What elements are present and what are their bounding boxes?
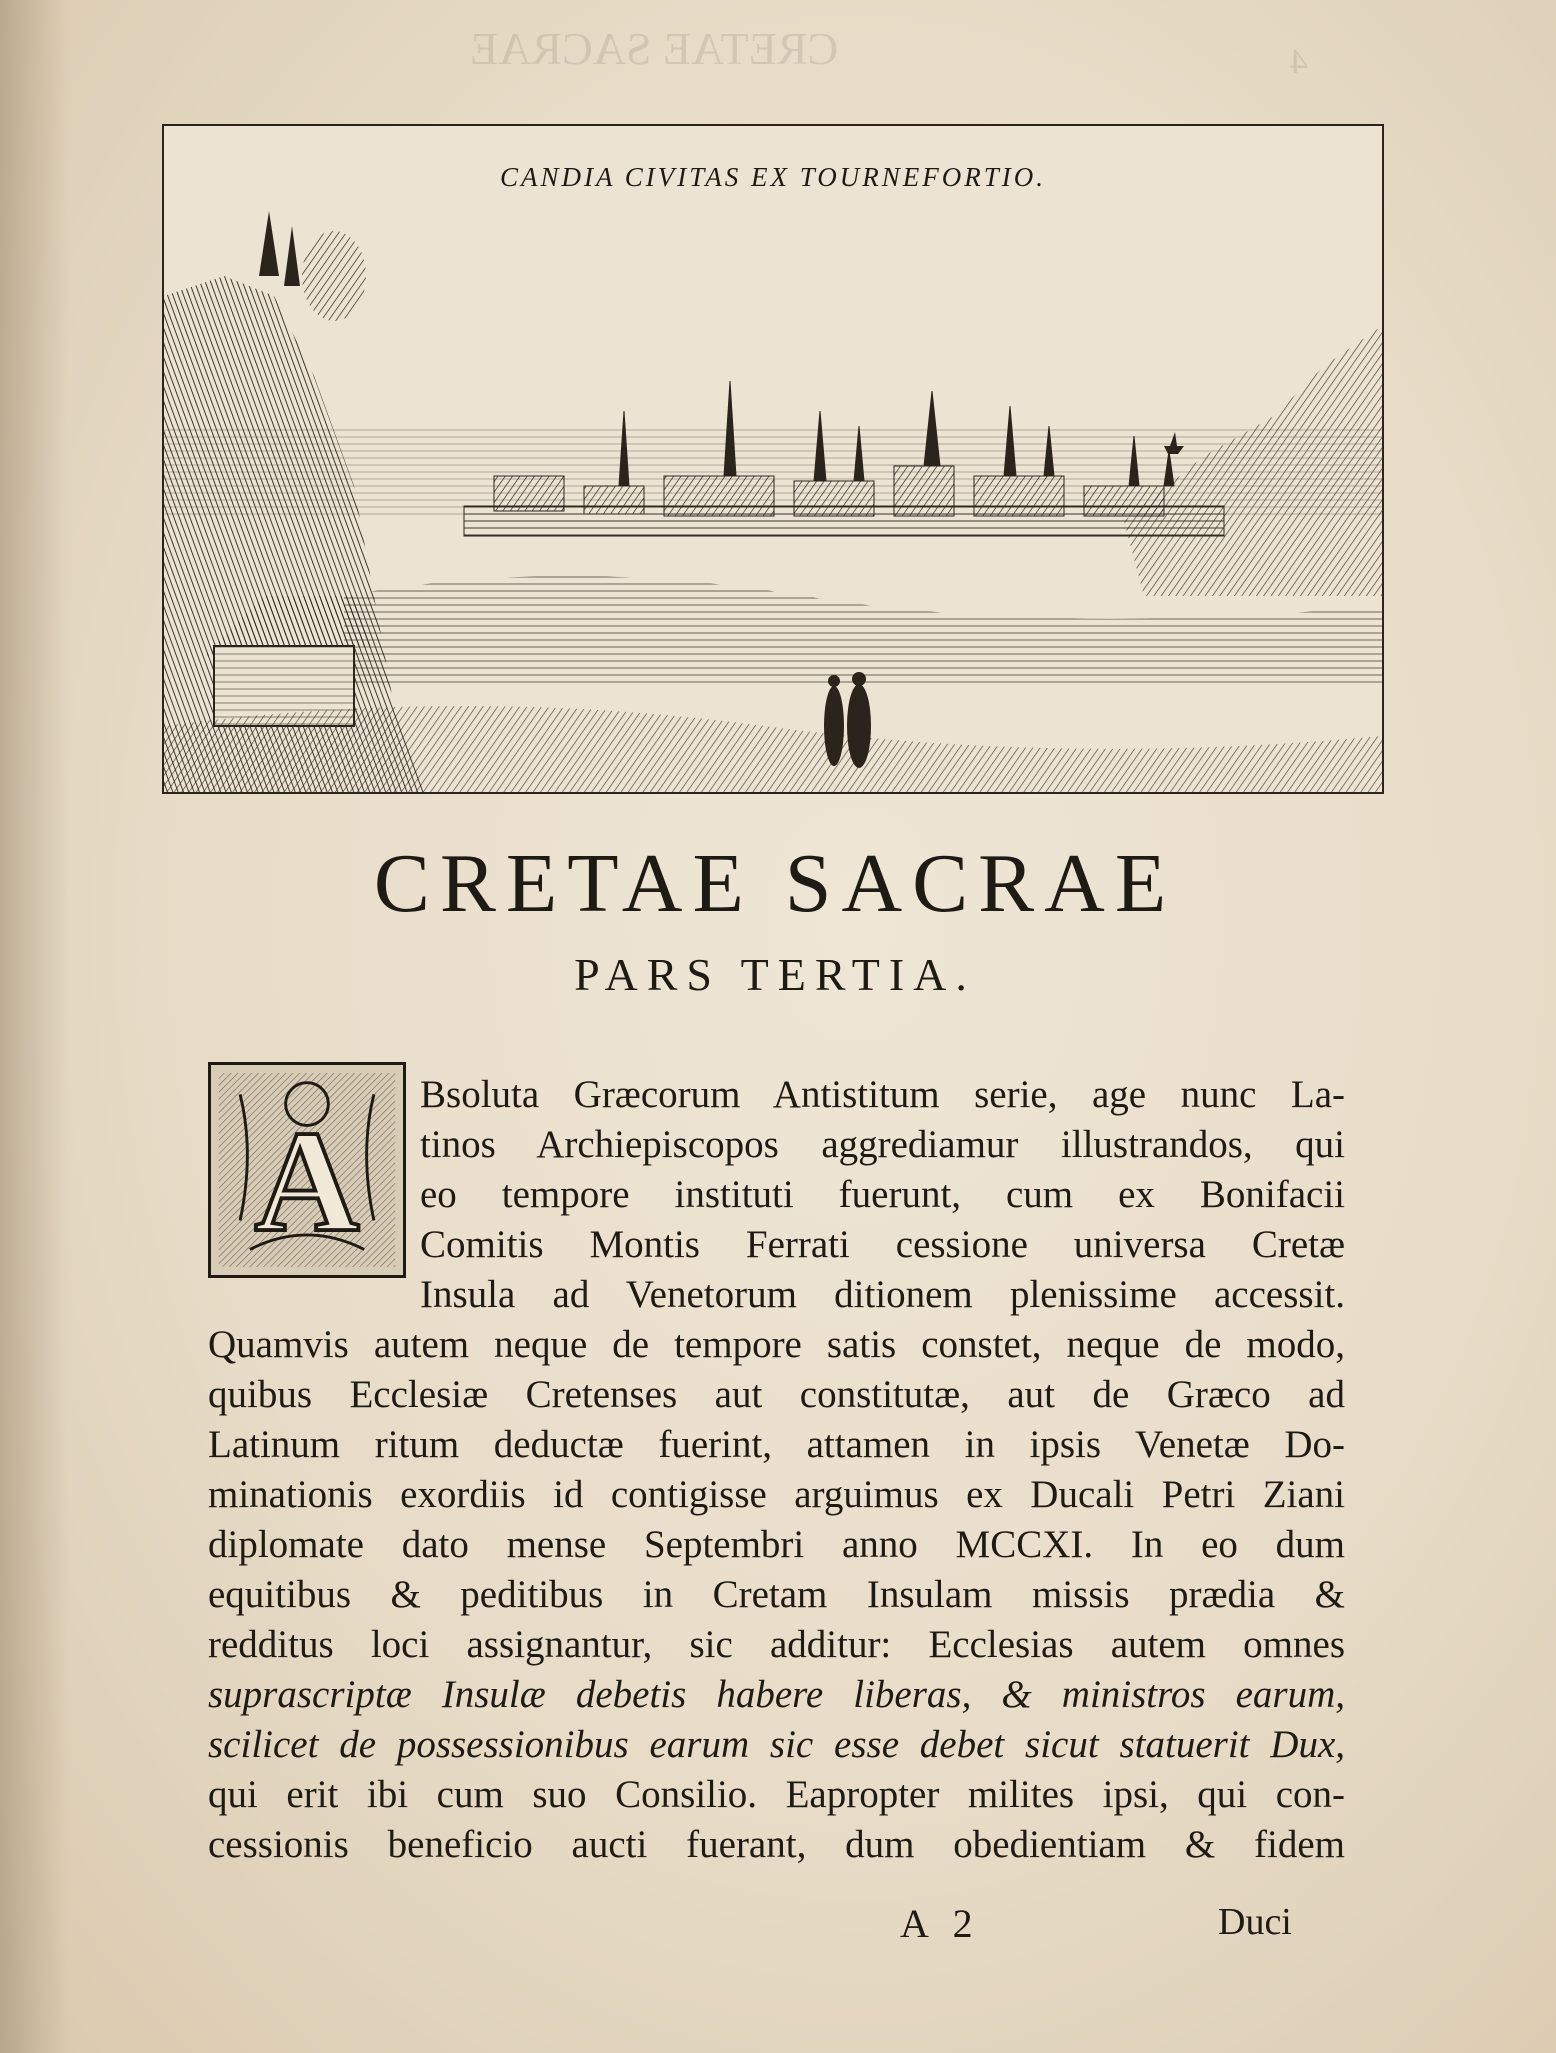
page-gutter-shadow bbox=[0, 0, 70, 2053]
text-line: Comitis Montis Ferrati cessione universa Cretæ bbox=[420, 1223, 1345, 1266]
text-line: qui erit ibi cum suo Consilio. Eapropter milites ipsi, qui con- bbox=[208, 1773, 1345, 1816]
text-line: Quamvis autem neque de tempore satis constet, neque de modo, bbox=[208, 1323, 1345, 1366]
catchword: Duci bbox=[1218, 1901, 1292, 1943]
text-line: Latinum ritum deductæ fuerint, attamen in ipsis Venetæ Do- bbox=[208, 1423, 1345, 1466]
plate-caption: CANDIA CIVITAS EX TOURNEFORTIO. bbox=[500, 162, 1046, 192]
text-line: equitibus & peditibus in Cretam Insulam missis prædia & bbox=[208, 1573, 1345, 1616]
page-title: CRETAE SACRAE bbox=[373, 837, 1177, 930]
initial-letter: A bbox=[254, 1101, 360, 1263]
text-line: Bsoluta Græcorum Antistitum serie, age nunc La- bbox=[420, 1073, 1345, 1116]
page-subtitle: PARS TERTIA. bbox=[574, 949, 976, 1000]
text-line: redditus loci assignantur, sic additur: Ecclesias autem omnes bbox=[208, 1623, 1345, 1666]
engraving-plate bbox=[162, 124, 1384, 794]
text-line-italic: suprascriptæ Insulæ debetis habere liberas, & ministros earum, bbox=[208, 1673, 1345, 1716]
foreground-ground bbox=[164, 706, 1382, 792]
text-line: eo tempore instituti fuerunt, cum ex Bonifacii bbox=[420, 1173, 1345, 1216]
signature-mark: A 2 bbox=[900, 1901, 981, 1946]
text-line: minationis exordiis id contigisse arguimus ex Ducali Petri Ziani bbox=[208, 1473, 1345, 1516]
text-line: cessionis beneficio aucti fuerant, dum obedientiam & fidem bbox=[208, 1823, 1345, 1866]
text-line-italic: scilicet de possessionibus earum sic esse debet sicut statuerit Dux, bbox=[208, 1723, 1345, 1766]
bleed-through-page-number: 4 bbox=[1290, 41, 1308, 81]
engraving-illustration bbox=[164, 126, 1382, 792]
bleed-through-header: CRETAE SACRAE bbox=[470, 23, 839, 74]
text-line: diplomate dato mense Septembri anno MCCXI. In eo dum bbox=[208, 1523, 1345, 1566]
text-line: Insula ad Venetorum ditionem plenissime accessit. bbox=[420, 1273, 1345, 1316]
decorated-initial bbox=[208, 1062, 406, 1278]
text-line: tinos Archiepiscopos aggrediamur illustrandos, qui bbox=[420, 1123, 1345, 1166]
text-line: quibus Ecclesiæ Cretenses aut constitutæ, aut de Græco ad bbox=[208, 1373, 1345, 1416]
